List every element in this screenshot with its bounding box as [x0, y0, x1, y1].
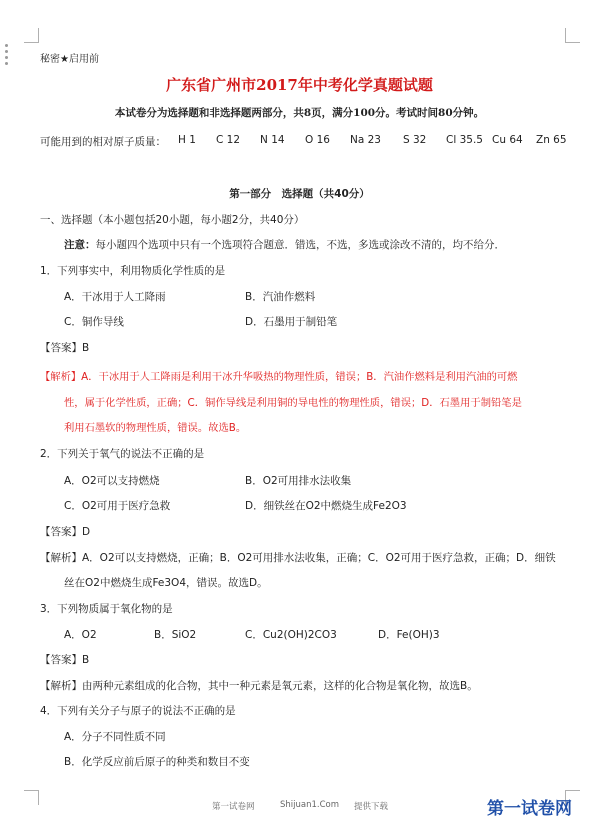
question-stem: 1．下列事实中，利用物质化学性质的是	[40, 265, 226, 277]
question-stem: 3．下列物质属于氧化物的是	[40, 603, 173, 615]
answer: 【答案】B	[40, 342, 90, 354]
atomic-mass-item: C 12	[216, 134, 241, 146]
option: C．O2可用于医疗急救	[64, 500, 171, 512]
exam-intro: 本试卷分为选择题和非选择题两部分，共8页，满分100分。考试时间80分钟。	[114, 107, 485, 119]
option: C．Cu2(OH)2CO3	[245, 629, 337, 641]
option: B．O2可用排水法收集	[245, 475, 352, 487]
atomic-mass-item: S 32	[403, 134, 427, 146]
answer: 【答案】D	[40, 526, 91, 538]
option: A．干冰用于人工降雨	[64, 291, 166, 303]
analysis-line: 【解析】由两种元素组成的化合物，其中一种元素是氧元素，这样的化合物是氧化物，故选B。	[40, 680, 478, 692]
atomic-mass-item: Na 23	[350, 134, 381, 146]
atomic-mass-item: H 1	[178, 134, 196, 146]
atomic-mass-label: 可能用到的相对原子质量：	[40, 136, 166, 148]
footer-right: 提供下载	[354, 802, 389, 812]
page-title: 广东省广州市2017年中考化学真题试题	[166, 76, 433, 94]
option: D．Fe(OH)3	[378, 629, 440, 641]
note-label: 注意：	[64, 239, 96, 251]
secret-label: 秘密★启用前	[40, 54, 99, 65]
corner-mark-top-right	[565, 28, 580, 43]
analysis-line: 性，属于化学性质，正确；C．铜作导线是利用铜的导电性的物理性质，错误；D．石墨用于制铅笔是	[64, 397, 522, 409]
option: C．铜作导线	[64, 316, 124, 328]
analysis-line: 利用石墨软的物理性质，错误。故选B。	[64, 422, 247, 434]
note-text: 每小题四个选项中只有一个选项符合题意．错选，不选，多选或涂改不清的，均不给分．	[95, 239, 505, 251]
site-logo[interactable]: 第一试卷网	[487, 799, 572, 819]
note-line	[64, 237, 505, 252]
option: B．化学反应前后原子的种类和数目不变	[64, 756, 250, 768]
footer-left: 第一试卷网	[212, 802, 255, 812]
section-heading: 一、选择题（本小题包括20小题，每小题2分，共40分）	[40, 214, 305, 226]
atomic-mass-item: Cu 64	[492, 134, 523, 146]
atomic-mass-item: O 16	[305, 134, 330, 146]
question-stem: 4．下列有关分子与原子的说法不正确的是	[40, 705, 236, 717]
atomic-mass-item: N 14	[260, 134, 285, 146]
question-stem: 2．下列关于氧气的说法不正确的是	[40, 448, 205, 460]
footer-site: Shijuan1.Com	[280, 800, 340, 810]
part-title: 第一部分 选择题（共40分）	[229, 188, 370, 200]
atomic-mass-item: Zn 65	[536, 134, 567, 146]
atomic-mass-item: Cl 35.5	[446, 134, 483, 146]
option: A．O2	[64, 629, 97, 641]
option: A．分子不同性质不同	[64, 731, 166, 743]
option: B．SiO2	[154, 629, 197, 641]
corner-mark-top-left	[24, 28, 39, 43]
option: A．O2可以支持燃烧	[64, 475, 160, 487]
analysis-line: 【解析】A．干冰用于人工降雨是利用干冰升华吸热的物理性质，错误；B．汽油作燃料是利用汽油的可燃	[40, 371, 518, 383]
analysis-line: 丝在O2中燃烧生成Fe3O4，错误。故选D。	[64, 577, 268, 589]
option: D．细铁丝在O2中燃烧生成Fe2O3	[245, 500, 407, 512]
option: D．石墨用于制铅笔	[245, 316, 338, 328]
corner-mark-bottom-left	[24, 790, 39, 805]
answer: 【答案】B	[40, 654, 90, 666]
analysis-line: 【解析】A．O2可以支持燃烧，正确；B．O2可用排水法收集，正确；C．O2可用于医疗急救，正确；D．细铁	[40, 552, 556, 564]
option: B．汽油作燃料	[245, 291, 316, 303]
